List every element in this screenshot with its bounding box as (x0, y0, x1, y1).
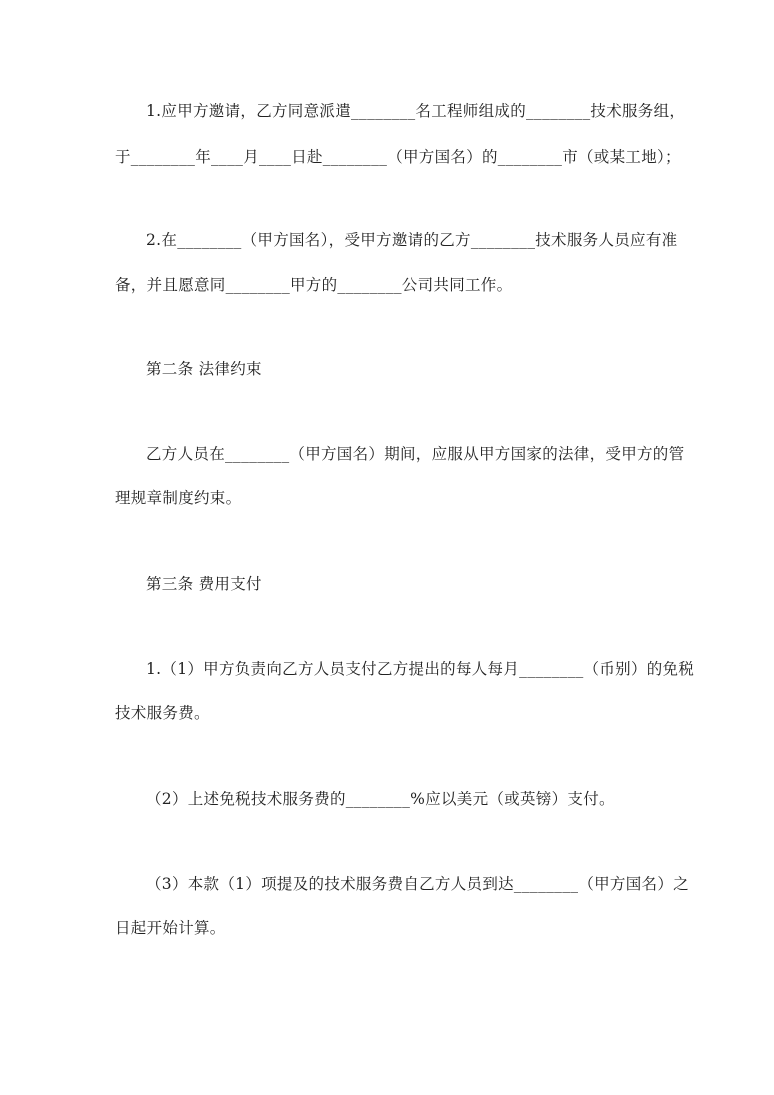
paragraph-6-line-1: （3）本款（1）项提及的技术服务费自乙方人员到达________（甲方国名）之 (146, 875, 689, 893)
paragraph-5-line-1: （2）上述免税技术服务费的________%应以美元（或英镑）支付。 (146, 790, 615, 808)
paragraph-4-line-2: 技术服务费。 (115, 704, 210, 722)
paragraph-2-line-1: 2.在________（甲方国名），受甲方邀请的乙方________技术服务人员应有准 (146, 231, 678, 249)
paragraph-3-line-2: 理规章制度约束。 (115, 489, 242, 507)
paragraph-3-line-1: 乙方人员在________（甲方国名）期间，应服从甲方国家的法律，受甲方的管 (146, 445, 685, 463)
section-heading-2: 第二条 法律约束 (146, 360, 262, 378)
section-heading-3: 第三条 费用支付 (146, 575, 262, 593)
paragraph-1-line-1: 1.应甲方邀请，乙方同意派遣________名工程师组成的________技术服务组， (146, 102, 686, 120)
paragraph-2-line-2: 备，并且愿意同________甲方的________公司共同工作。 (115, 276, 513, 294)
paragraph-1-line-2: 于________年____月____日赴________（甲方国名）的________市（或某工地）； (115, 148, 681, 166)
paragraph-4-line-1: 1.（1）甲方负责向乙方人员支付乙方提出的每人每月________（币别）的免税 (146, 660, 695, 678)
paragraph-6-line-2: 日起开始计算。 (115, 919, 226, 937)
